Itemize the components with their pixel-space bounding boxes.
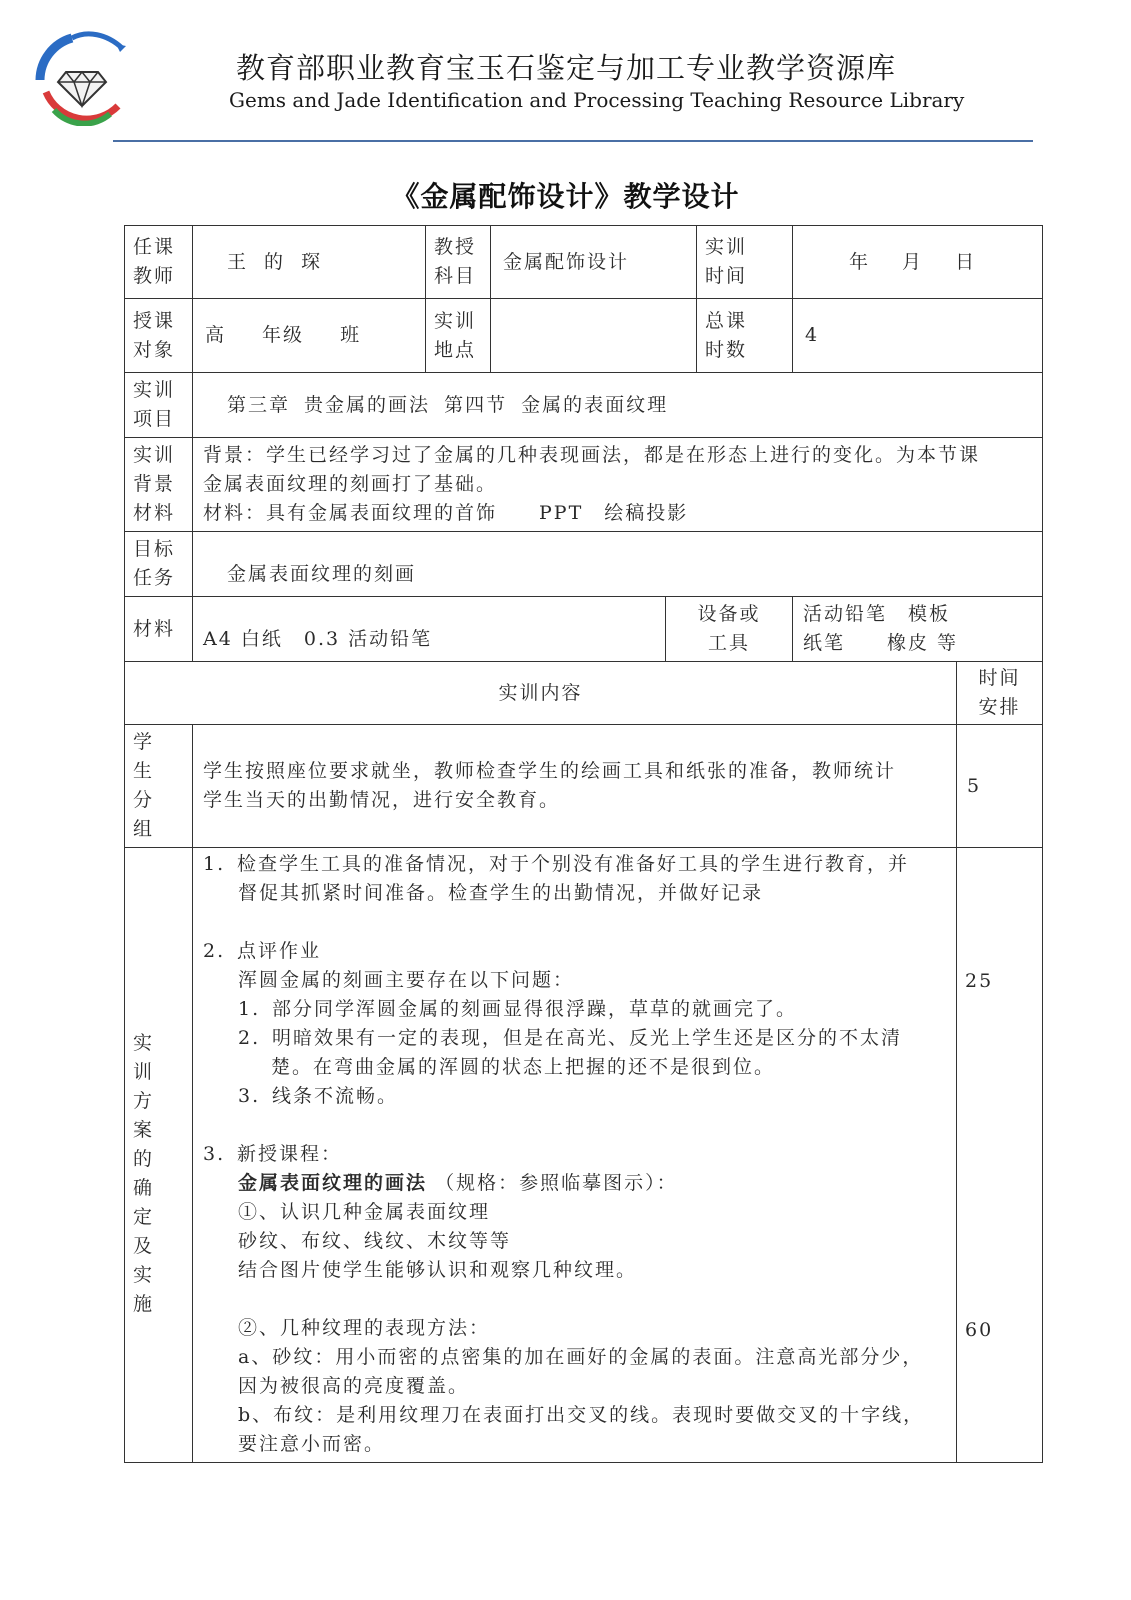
item2-sub-2: 2. 明暗效果有一定的表现，但是在高光、反光上学生还是区分的不太清: [238, 1027, 903, 1049]
header-title-cn: 教育部职业教育宝玉石鉴定与加工专业教学资源库: [236, 51, 897, 85]
equip-label: 设备或工具: [666, 597, 793, 662]
group-label: 学生分组: [125, 725, 193, 848]
item3-b2: a、砂纹：用小而密的点密集的加在画好的金属的表面。注意高光部分少，: [238, 1346, 924, 1368]
item1-line-2: 督促其抓紧时间准备。检查学生的出勤情况，并做好记录: [238, 882, 764, 904]
item3-b4: b、布纹：是利用纹理刀在表面打出交叉的线。表现时要做交叉的十字线，: [238, 1404, 925, 1426]
material-value: A4 白纸 0.3 活动铅笔: [193, 597, 666, 662]
teacher-value: 王 的 琛: [193, 226, 426, 299]
item2-title: 2. 点评作业: [203, 940, 322, 962]
item3-a1: ①、认识几种金属表面纹理: [238, 1201, 491, 1223]
header-divider: [113, 140, 1033, 142]
material-label: 材料: [125, 597, 193, 662]
plan-content: [193, 848, 957, 1463]
target-label: 授课对象: [125, 299, 193, 373]
group-line-1: 学生按照座位要求就坐，教师检查学生的绘画工具和纸张的准备，教师统计: [203, 760, 897, 782]
target-value: 高 年级 班: [193, 299, 426, 373]
item1-number: 1.: [203, 853, 226, 875]
plan-row: [125, 848, 1043, 1463]
goal-value: 金属表面纹理的刻画: [193, 532, 1043, 597]
background-line-1: 背景：学生已经学习过了金属的几种表现画法，都是在形态上进行的变化。为本节课: [203, 444, 981, 466]
item2-sub-1: 1. 部分同学浑圆金属的刻画显得很浮躁，草草的就画完了。: [238, 998, 798, 1020]
hours-value: 4: [793, 299, 1043, 373]
place-label: 实训地点: [426, 299, 491, 373]
background-label: 实训背景材料: [125, 438, 193, 532]
group-time: 5: [957, 725, 1043, 848]
item2-intro: 浑圆金属的刻画主要存在以下问题：: [238, 969, 575, 991]
group-line-2: 学生当天的出勤情况，进行安全教育。: [203, 789, 561, 811]
item3-b1: ②、几种纹理的表现方法：: [238, 1317, 491, 1339]
item1-line-1: 1. 检查学生工具的准备情况，对于个别没有准备好工具的学生进行教育，并: [203, 850, 948, 879]
train-time-label: 实训时间: [697, 226, 793, 299]
background-content: [193, 438, 1043, 532]
lesson-plan-table: [124, 225, 1043, 1463]
project-value: 第三章 贵金属的画法 第四节 金属的表面纹理: [193, 373, 1043, 438]
background-row: [125, 438, 1043, 532]
item3-heading: 金属表面纹理的画法 （规格：参照临摹图示）：: [238, 1172, 678, 1194]
hours-label: 总课时数: [697, 299, 793, 373]
time-header-label: 时间安排: [957, 662, 1043, 725]
background-line-2: 金属表面纹理的刻画打了基础。: [203, 473, 498, 495]
gem-logo-icon: [32, 26, 132, 126]
content-header-title: 实训内容: [125, 662, 957, 725]
item3-b5: 要注意小而密。: [238, 1433, 386, 1455]
group-content: [193, 725, 957, 848]
train-time-value: 年 月 日: [793, 226, 1043, 299]
equip-value: [793, 597, 1043, 662]
goal-label: 目标任务: [125, 532, 193, 597]
item3-title: 3. 新授课程：: [203, 1143, 343, 1165]
item3-b3: 因为被很高的亮度覆盖。: [238, 1375, 470, 1397]
item2-sub-3: 3. 线条不流畅。: [238, 1085, 399, 1107]
item3-a2: 砂纹、布纹、线纹、木纹等等: [238, 1230, 512, 1252]
material-row: [125, 597, 1043, 662]
subject-label: 教授科目: [426, 226, 491, 299]
subject-value: 金属配饰设计: [491, 226, 697, 299]
teacher-label: 任课教师: [125, 226, 193, 299]
project-row: [125, 373, 1043, 438]
place-value: [491, 299, 697, 373]
goal-row: [125, 532, 1043, 597]
group-row: [125, 725, 1043, 848]
teacher-row: [125, 226, 1043, 299]
item2-sub-2-cont: 楚。在弯曲金属的浑圆的状态上把握的还不是很到位。: [271, 1056, 776, 1078]
plan-time: [957, 848, 1043, 1463]
header-title-en: Gems and Jade Identification and Processing Teaching Resource Library: [229, 88, 965, 112]
page-header: [0, 0, 1131, 150]
background-line-3: 材料：具有金属表面纹理的首饰 PPT 绘稿投影: [203, 502, 689, 524]
target-row: [125, 299, 1043, 373]
equip-line-2: 纸笔 橡皮 等: [803, 632, 959, 654]
equip-line-1: 活动铅笔 模板: [803, 603, 951, 625]
item3-a3: 结合图片使学生能够认识和观察几种纹理。: [238, 1259, 638, 1281]
plan-time-1: 25: [965, 970, 994, 992]
page-title: 《金属配饰设计》教学设计: [391, 180, 740, 213]
plan-time-2: 60: [965, 1319, 994, 1341]
plan-label: 实训方案的确定及实施: [125, 848, 193, 1463]
project-label: 实训项目: [125, 373, 193, 438]
content-header-row: [125, 662, 1043, 725]
